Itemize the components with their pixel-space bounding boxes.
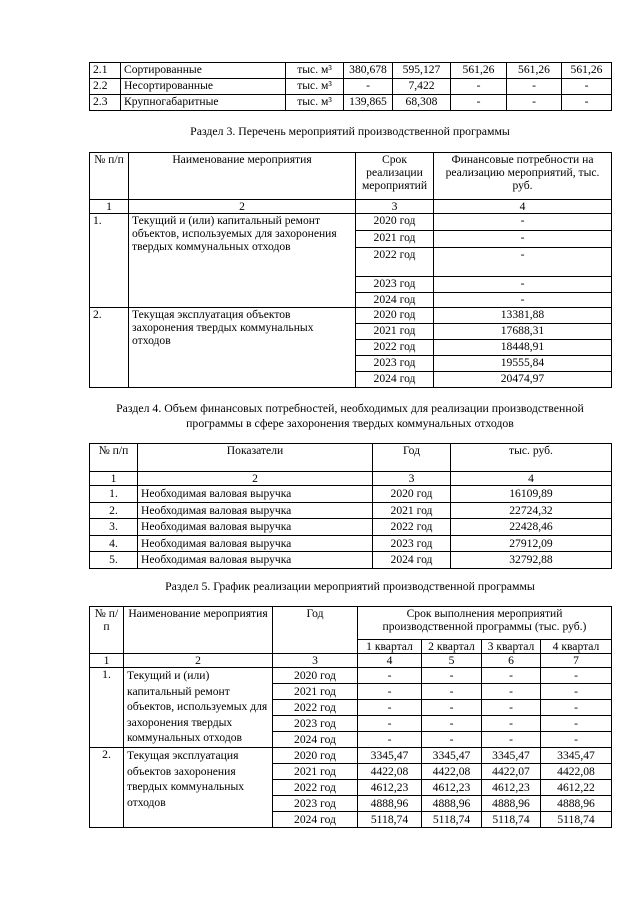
year-cell: 2020 год	[273, 748, 358, 764]
quarter-amount-cell: 4888,96	[422, 796, 482, 812]
column-index: 3	[273, 654, 358, 668]
section3-table	[89, 152, 612, 388]
table-cell: 68,308	[393, 95, 451, 111]
quarter-amount-cell: -	[422, 716, 482, 732]
column-index: 4	[358, 654, 422, 668]
column-header: № п/п	[90, 444, 138, 472]
amount-cell: -	[434, 248, 612, 277]
quarter-amount-cell: -	[482, 716, 541, 732]
table-cell: тыс. м³	[286, 63, 344, 79]
table-row	[90, 502, 612, 519]
quarter-amount-cell: 4888,96	[358, 796, 422, 812]
item-number: 3.	[90, 519, 138, 536]
quarter-amount-cell: -	[482, 732, 541, 748]
year-cell: 2021 год	[356, 324, 434, 340]
volume-table	[89, 62, 612, 111]
amount-cell: -	[434, 293, 612, 308]
column-index: 3	[373, 472, 451, 486]
amount-cell: 16109,89	[451, 486, 612, 503]
year-cell: 2024 год	[273, 812, 358, 828]
table-cell: 380,678	[344, 63, 393, 79]
amount-cell: 17688,31	[434, 324, 612, 340]
section5-table	[89, 606, 612, 828]
quarter-amount-cell: 5118,74	[358, 812, 422, 828]
table-row	[90, 308, 612, 324]
table-cell: 561,26	[451, 63, 507, 79]
table-cell: 139,865	[344, 95, 393, 111]
quarter-amount-cell: -	[358, 700, 422, 716]
amount-cell: 22724,32	[451, 502, 612, 519]
item-number: 1.	[90, 668, 124, 748]
year-cell: 2020 год	[356, 308, 434, 324]
table-row	[90, 668, 612, 684]
table-cell: 2.3	[90, 95, 121, 111]
period-header: Срок выполнения мероприятий производственной программы (тыс. руб.)	[358, 607, 612, 640]
year-cell: 2022 год	[356, 248, 434, 277]
year-cell: 2020 год	[356, 214, 434, 231]
quarter-header: 4 квартал	[541, 640, 612, 654]
quarter-amount-cell: -	[358, 684, 422, 700]
table-row	[90, 63, 612, 79]
column-index: 4	[451, 472, 612, 486]
indicator-name: Необходимая валовая выручка	[138, 552, 373, 569]
table-cell: тыс. м³	[286, 79, 344, 95]
year-cell: 2023 год	[356, 277, 434, 293]
section4-title: Раздел 4. Объем финансовых потребностей, необходимых для реализации производственной программы в сфере захоронения твердых коммунальных отходов	[116, 401, 584, 430]
year-cell: 2024 год	[356, 293, 434, 308]
item-name: Текущая эксплуатация объектов захоронения твердых коммунальных отходов	[124, 748, 273, 828]
quarter-amount-cell: -	[422, 668, 482, 684]
item-number: 5.	[90, 552, 138, 569]
table-row	[90, 79, 612, 95]
table-cell: -	[451, 79, 507, 95]
quarter-amount-cell: 3345,47	[422, 748, 482, 764]
quarter-amount-cell: -	[358, 668, 422, 684]
year-cell: 2024 год	[373, 552, 451, 569]
quarter-amount-cell: 4422,08	[422, 764, 482, 780]
quarter-amount-cell: 4612,23	[422, 780, 482, 796]
quarter-amount-cell: 3345,47	[541, 748, 612, 764]
table-cell: 2.2	[90, 79, 121, 95]
column-index: 1	[90, 472, 138, 486]
year-cell: 2020 год	[373, 486, 451, 503]
quarter-amount-cell: -	[422, 700, 482, 716]
column-header: Показатели	[138, 444, 373, 472]
quarter-amount-cell: 3345,47	[358, 748, 422, 764]
table-row	[90, 95, 612, 111]
header-row	[90, 153, 612, 200]
year-cell: 2024 год	[273, 732, 358, 748]
quarter-amount-cell: 5118,74	[541, 812, 612, 828]
amount-cell: -	[434, 231, 612, 248]
column-header: Финансовые потребности на реализацию мероприятий, тыс. руб.	[434, 153, 612, 200]
year-cell: 2022 год	[273, 780, 358, 796]
table-row	[90, 535, 612, 552]
year-cell: 2021 год	[373, 502, 451, 519]
item-number: 1.	[90, 486, 138, 503]
quarter-amount-cell: 4888,96	[541, 796, 612, 812]
amount-cell: 20474,97	[434, 372, 612, 388]
table-cell: 595,127	[393, 63, 451, 79]
amount-cell: 27912,09	[451, 535, 612, 552]
item-name: Крупногабаритные	[121, 95, 286, 111]
quarter-amount-cell: 3345,47	[482, 748, 541, 764]
index-row	[90, 654, 612, 668]
year-cell: 2021 год	[356, 231, 434, 248]
indicator-name: Необходимая валовая выручка	[138, 519, 373, 536]
quarter-amount-cell: -	[541, 700, 612, 716]
header-row	[90, 607, 612, 640]
item-number: 1.	[90, 214, 129, 308]
item-name: Текущая эксплуатация объектов захоронения твердых коммунальных отходов	[129, 308, 356, 388]
column-index: 2	[124, 654, 273, 668]
column-header: Срок реализации мероприятий	[356, 153, 434, 200]
table-cell: -	[507, 95, 562, 111]
quarter-amount-cell: -	[541, 684, 612, 700]
column-index: 6	[482, 654, 541, 668]
year-cell: 2022 год	[273, 700, 358, 716]
quarter-amount-cell: 5118,74	[422, 812, 482, 828]
column-header: Год	[273, 607, 358, 654]
column-index: 1	[90, 654, 124, 668]
item-number: 2.	[90, 748, 124, 828]
column-index: 7	[541, 654, 612, 668]
column-index: 3	[356, 200, 434, 214]
amount-cell: -	[434, 214, 612, 231]
quarter-amount-cell: 4422,07	[482, 764, 541, 780]
table-row	[90, 214, 612, 231]
quarter-amount-cell: 4888,96	[482, 796, 541, 812]
quarter-header: 2 квартал	[422, 640, 482, 654]
item-number: 2.	[90, 308, 129, 388]
amount-cell: 22428,46	[451, 519, 612, 536]
column-index: 2	[138, 472, 373, 486]
amount-cell: 19555,84	[434, 356, 612, 372]
amount-cell: -	[434, 277, 612, 293]
year-cell: 2021 год	[273, 764, 358, 780]
quarter-amount-cell: -	[422, 684, 482, 700]
column-index: 4	[434, 200, 612, 214]
table-cell: 561,26	[562, 63, 612, 79]
index-row	[90, 472, 612, 486]
quarter-header: 1 квартал	[358, 640, 422, 654]
item-number: 2.	[90, 502, 138, 519]
quarter-amount-cell: 4422,08	[541, 764, 612, 780]
column-index: 5	[422, 654, 482, 668]
column-header: Наименование мероприятия	[124, 607, 273, 654]
item-name: Текущий и (или) капитальный ремонт объектов, используемых для захоронения твердых коммунальных отходов	[129, 214, 356, 308]
quarter-amount-cell: -	[358, 732, 422, 748]
column-header: № п/п	[90, 607, 124, 654]
item-name: Несортированные	[121, 79, 286, 95]
table-cell: -	[451, 95, 507, 111]
quarter-amount-cell: 4612,23	[482, 780, 541, 796]
quarter-amount-cell: 4422,08	[358, 764, 422, 780]
quarter-amount-cell: 4612,22	[541, 780, 612, 796]
column-header: тыс. руб.	[451, 444, 612, 472]
quarter-amount-cell: -	[358, 716, 422, 732]
table-cell: 7,422	[393, 79, 451, 95]
quarter-amount-cell: 5118,74	[482, 812, 541, 828]
column-header: Год	[373, 444, 451, 472]
quarter-amount-cell: -	[422, 732, 482, 748]
table-row	[90, 486, 612, 503]
section4-table	[89, 443, 612, 569]
indicator-name: Необходимая валовая выручка	[138, 535, 373, 552]
column-header: Наименование мероприятия	[129, 153, 356, 200]
year-cell: 2023 год	[356, 356, 434, 372]
quarter-amount-cell: -	[541, 716, 612, 732]
column-header: № п/п	[90, 153, 129, 200]
amount-cell: 32792,88	[451, 552, 612, 569]
year-cell: 2022 год	[373, 519, 451, 536]
item-name: Сортированные	[121, 63, 286, 79]
year-cell: 2020 год	[273, 668, 358, 684]
quarter-amount-cell: -	[541, 732, 612, 748]
item-name: Текущий и (или) капитальный ремонт объектов, используемых для захоронения твердых коммунальных отходов	[124, 668, 273, 748]
year-cell: 2024 год	[356, 372, 434, 388]
column-index: 2	[129, 200, 356, 214]
table-cell: -	[562, 95, 612, 111]
table-cell: -	[344, 79, 393, 95]
year-cell: 2021 год	[273, 684, 358, 700]
section3-title: Раздел 3. Перечень мероприятий производственной программы	[190, 124, 510, 138]
column-index: 1	[90, 200, 129, 214]
amount-cell: 18448,91	[434, 340, 612, 356]
indicator-name: Необходимая валовая выручка	[138, 502, 373, 519]
table-cell: -	[507, 79, 562, 95]
year-cell: 2022 год	[356, 340, 434, 356]
year-cell: 2023 год	[373, 535, 451, 552]
table-cell: 2.1	[90, 63, 121, 79]
table-row	[90, 748, 612, 764]
quarter-amount-cell: -	[541, 668, 612, 684]
header-row	[90, 444, 612, 472]
table-row	[90, 519, 612, 536]
quarter-amount-cell: -	[482, 700, 541, 716]
section5-title: Раздел 5. График реализации мероприятий производственной программы	[165, 579, 535, 593]
indicator-name: Необходимая валовая выручка	[138, 486, 373, 503]
table-cell: тыс. м³	[286, 95, 344, 111]
table-row	[90, 552, 612, 569]
quarter-amount-cell: -	[482, 684, 541, 700]
amount-cell: 13381,88	[434, 308, 612, 324]
table-cell: 561,26	[507, 63, 562, 79]
year-cell: 2023 год	[273, 716, 358, 732]
year-cell: 2023 год	[273, 796, 358, 812]
table-cell: -	[562, 79, 612, 95]
quarter-amount-cell: -	[482, 668, 541, 684]
index-row	[90, 200, 612, 214]
item-number: 4.	[90, 535, 138, 552]
quarter-header: 3 квартал	[482, 640, 541, 654]
quarter-amount-cell: 4612,23	[358, 780, 422, 796]
